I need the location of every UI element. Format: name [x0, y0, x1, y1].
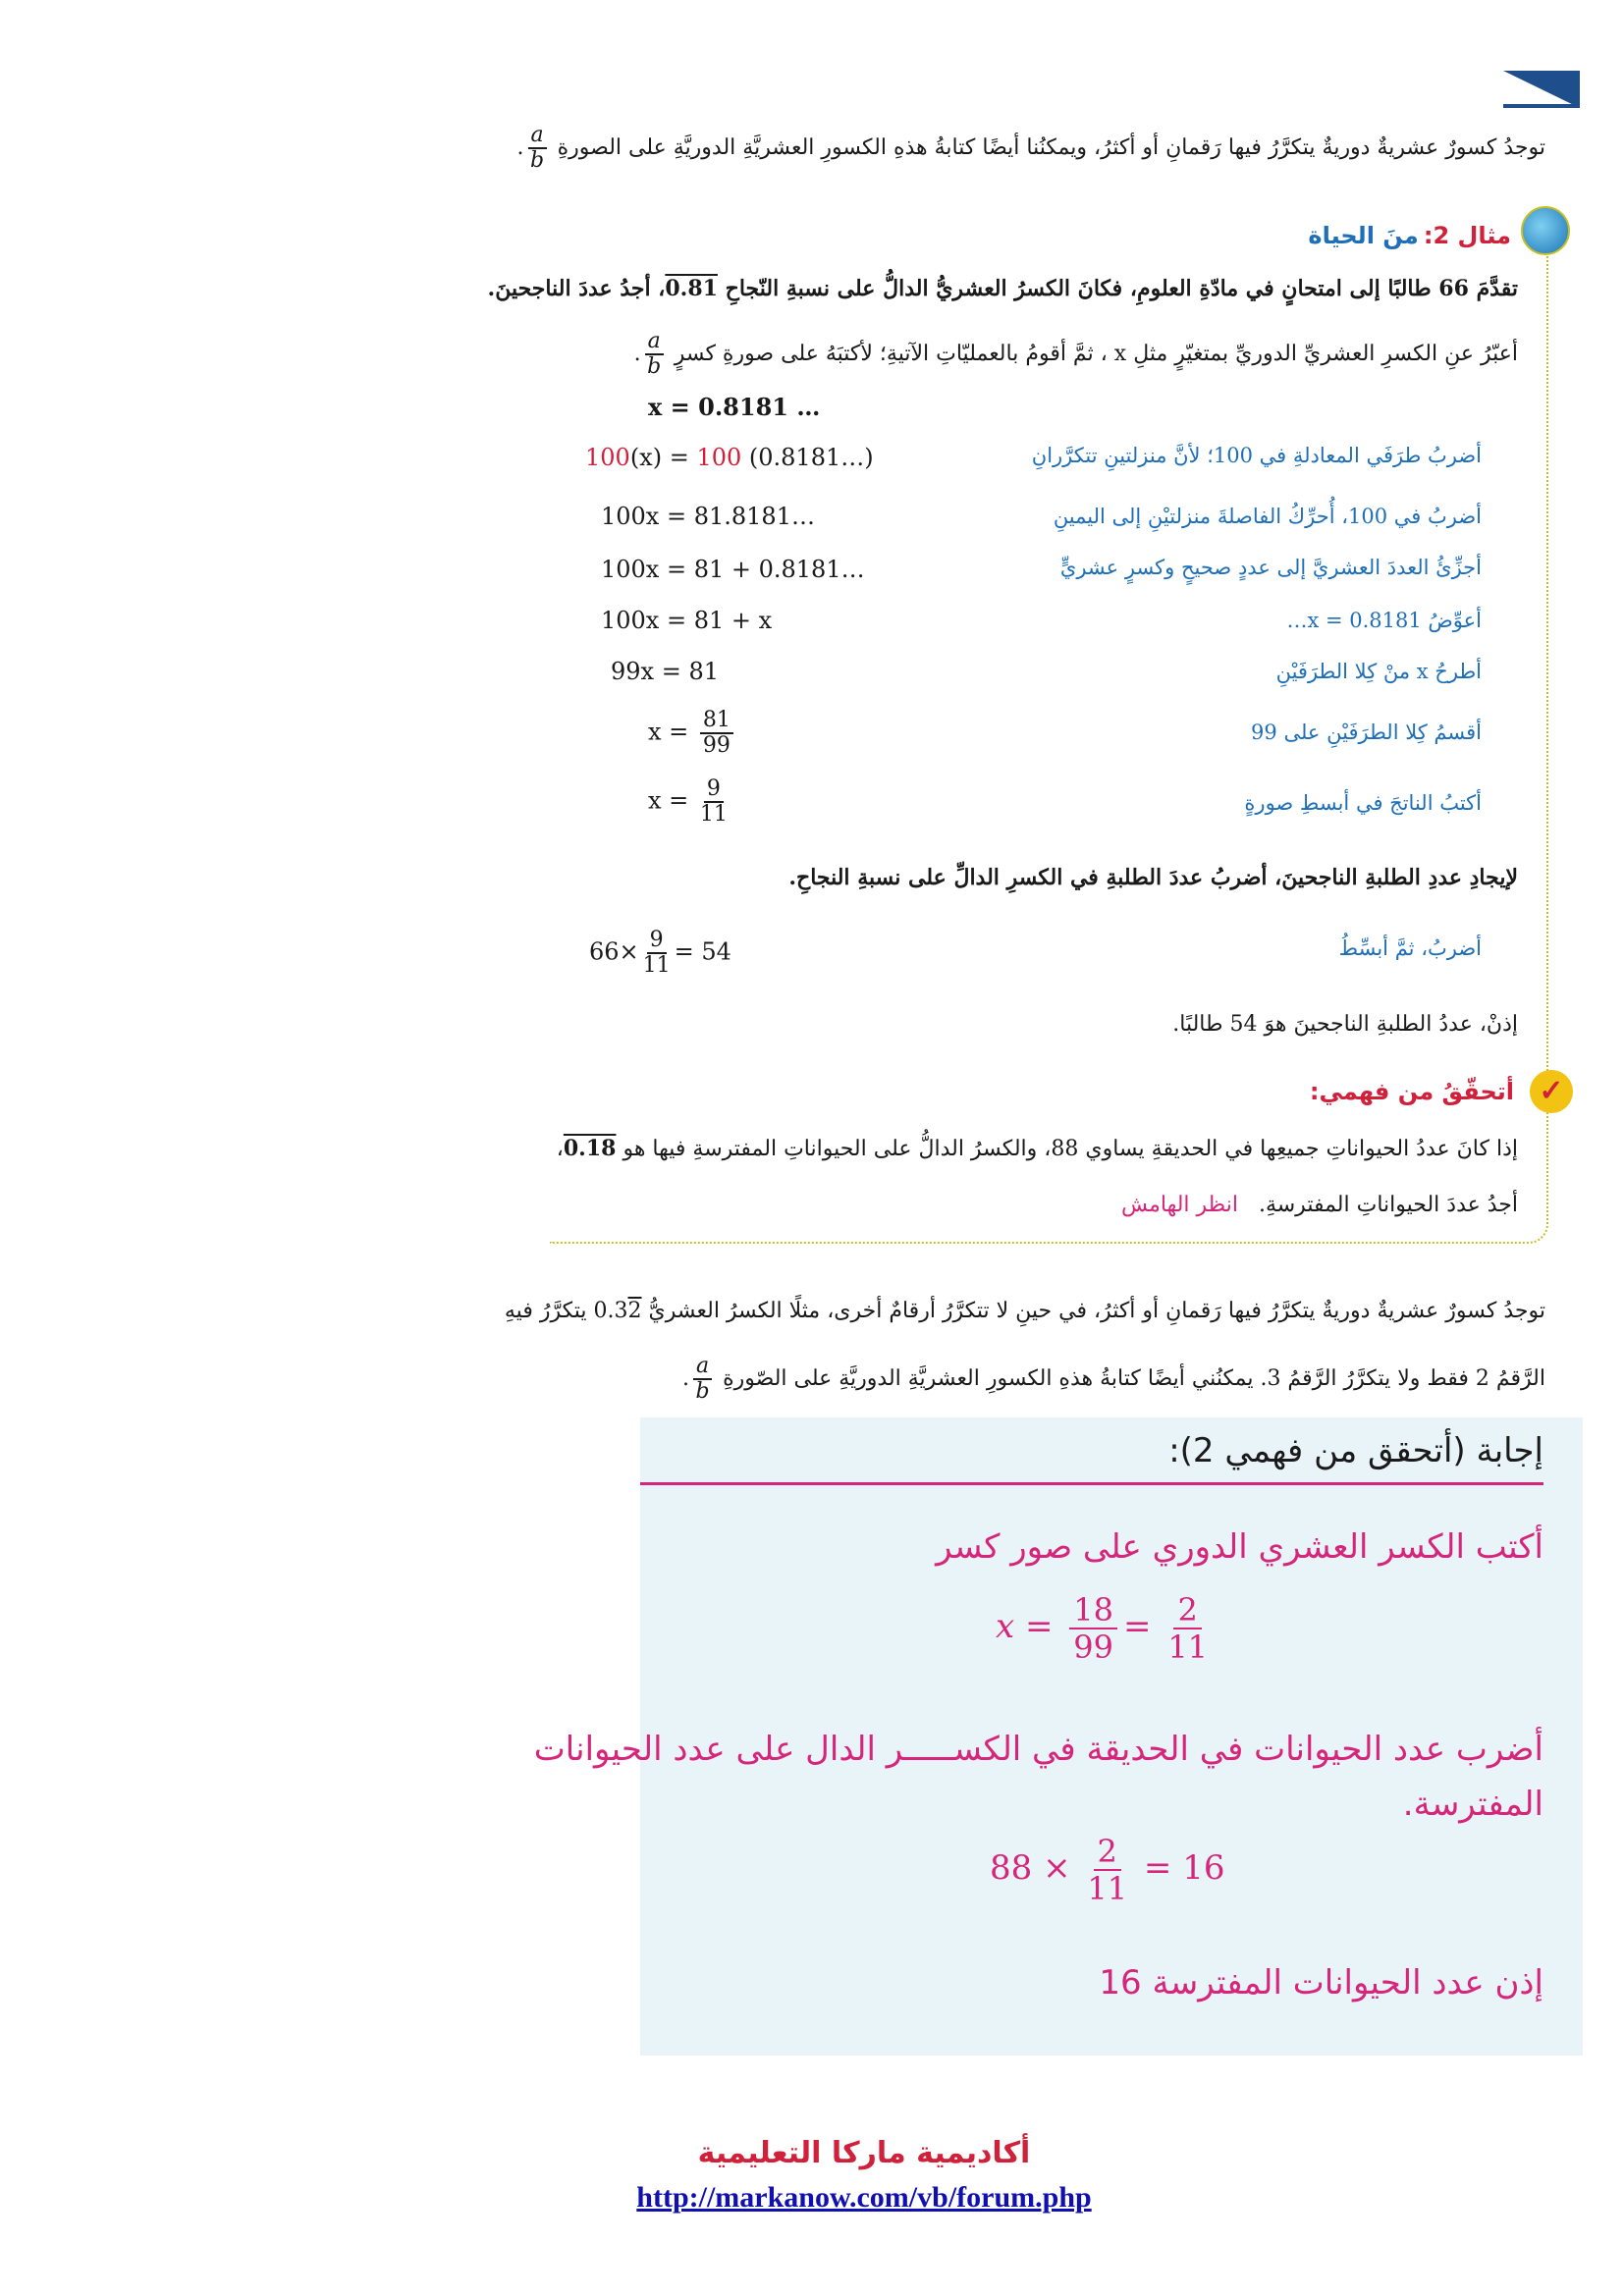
answer-equation: x = $\frac{18}{99}$ = $\frac{2}{11}$ [996, 1591, 1209, 1666]
step-5-math: 99x = 81 [611, 658, 719, 685]
intro-fraction: $\frac{a}{b}$ [528, 124, 547, 173]
step-5-label: أطرحُ x منْ كِلا الطرَفَيْنِ [1275, 660, 1482, 683]
intro2-value: 0.32 [593, 1299, 642, 1323]
step-2-math: 100x = 81.8181… [601, 503, 815, 530]
step-7-label: أكتبُ الناتجَ في أبسطِ صورةٍ [1244, 791, 1482, 815]
answer-line-3: المفترسة. [1402, 1785, 1543, 1824]
intro-paragraph: توجدُ كسورٌ عشريةٌ دوريةٌ يتكرَّرُ فيها رَقمانِ أو أكثرُ، ويمكنُنا أيضًا كتابةُ هذهِ الكسورِ العشريَّةِ الدوريَّةِ على الصورةِ $\frac{a}{b}$ . [516, 123, 1545, 173]
step-3-math: 100x = 81 + 0.8181… [601, 556, 865, 583]
answer-conclusion: إذن عدد الحيوانات المفترسة 16 [1099, 1963, 1543, 2002]
answer-line-2: أضرب عدد الحيوانات في الحديقة في الكســـــر الدال على عدد الحيوانات [533, 1730, 1543, 1769]
answer-title: إجابة (أتحقق من فهمي 2): [1168, 1431, 1543, 1470]
example-conclusion: إذنْ، عددُ الطلبةِ الناجحينَ هوَ 54 طالبًا. [1172, 1012, 1518, 1037]
repeating-value: 0.81 [665, 276, 718, 301]
answer-line-1: أكتب الكسر العشري الدوري على صور كسر [936, 1527, 1543, 1567]
answer-box [533, 1417, 1583, 2056]
intro2-line-2: الرَّقمُ 2 فقط ولا يتكرَّرُ الرَّقمُ 3. يمكنُني أيضًا كتابةُ هذهِ الكسورِ العشريَّةِ الدوريَّةِ على الصّورةِ $\frac{a}{b}$ . [681, 1354, 1545, 1404]
setup-fraction: $\frac{a}{b}$ [645, 330, 664, 379]
step-6-math: x = $\frac{81}{99}$ [648, 709, 737, 758]
intro2-fraction: $\frac{a}{b}$ [693, 1355, 712, 1404]
answer-calculation: 88 × $\frac{2}{11}$ = 16 [990, 1833, 1225, 1907]
find-text: لإيجادِ عددِ الطلبةِ الناجحينَ، أضربُ عددَ الطلبةِ في الكسرِ الدالِّ على نسبةِ النجاحِ. [788, 865, 1518, 890]
x-definition: x = 0.8181 … [648, 393, 821, 421]
footer-link[interactable]: http://markanow.com/vb/forum.php [636, 2181, 1092, 2214]
step-4-label: أعوِّضُ x = 0.8181… [1286, 609, 1482, 632]
check-icon: ✓ [1530, 1070, 1573, 1113]
footer-title: أكاديمية ماركا التعليمية [697, 2136, 1031, 2170]
step-3-label: أجزِّئُ العددَ العشريَّ إلى عددٍ صحيحٍ وكسرٍ عشريٍّ [1059, 556, 1482, 579]
example-subtitle: منَ الحياة [1308, 222, 1419, 249]
step-1-math: 100(x) = 100 (0.8181…) [585, 444, 874, 471]
check-repeating-value: 0.18 [563, 1136, 617, 1161]
example-setup: أعبّرُ عنِ الكسرِ العشريِّ الدوريِّ بمتغيّرٍ مثلِ x ، ثمَّ أقومُ بالعمليّاتِ الآتيةِ؛ لأكتبَهُ على صورةِ كسرٍ $\frac{a}{b}$ . [633, 329, 1518, 379]
answer-title-rule [640, 1482, 1543, 1485]
check-title: أتحقّقُ من فهمي: [1309, 1078, 1514, 1105]
step-2-label: أضربُ في 100، أُحرِّكُ الفاصلةَ منزلتيْنِ إلى اليمينِ [1053, 505, 1482, 528]
step-6-label: أقسمُ كِلا الطرَفَيْنِ على 99 [1251, 721, 1482, 744]
margin-note: انظر الهامش [1121, 1193, 1238, 1217]
intro-text: توجدُ كسورٌ عشريةٌ دوريةٌ يتكرَّرُ فيها رَقمانِ أو أكثرُ، ويمكنُنا أيضًا كتابةُ هذهِ الكسورِ العشريَّةِ الدوريَّةِ على الصورةِ [557, 135, 1545, 160]
globe-icon [1521, 206, 1570, 255]
example-title [1308, 222, 1511, 249]
step-1-label: أضربُ طرَفَي المعادلةِ في 100؛ لأنَّ منزلتينِ تتكرَّرانِ [1031, 444, 1482, 467]
check-line-1: إذا كانَ عددُ الحيواناتِ جميعِها في الحديقةِ يساوي 88، والكسرُ الدالُّ على الحيواناتِ المفترسةِ فيها هو 0.18، [556, 1136, 1518, 1161]
page-corner-tab [1503, 71, 1580, 108]
step-7-math: x = $\frac{9}{11}$ [648, 776, 728, 827]
page-corner-rule [1503, 104, 1580, 108]
example-number: مثال 2: [1423, 222, 1511, 249]
intro2-line-1: توجدُ كسورٌ عشريةٌ دوريةٌ يتكرَّرُ فيها رَقمانِ أو أكثرُ، في حينِ لا تتكرَّرُ أرقامٌ أخرى، مثلًا الكسرُ العشريُّ 0.32 يتكرَّرُ فيهِ [504, 1299, 1545, 1323]
check-line-2: أجدُ عددَ الحيواناتِ المفترسةِ. انظر الهامش [1121, 1193, 1518, 1217]
mult-label: أضربُ، ثمَّ أبسِّطُ [1338, 936, 1482, 960]
mult-math: 66× $\frac{9}{11}$ = 54 [589, 928, 731, 978]
step-4-math: 100x = 81 + x [601, 607, 773, 634]
example-problem: تقدَّمَ 66 طالبًا إلى امتحانٍ في مادّةِ العلومِ، فكانَ الكسرُ العشريُّ الدالُّ على نسبةِ النّجاحِ 0.81، أجدُ عددَ الناجحينَ. [487, 276, 1518, 301]
